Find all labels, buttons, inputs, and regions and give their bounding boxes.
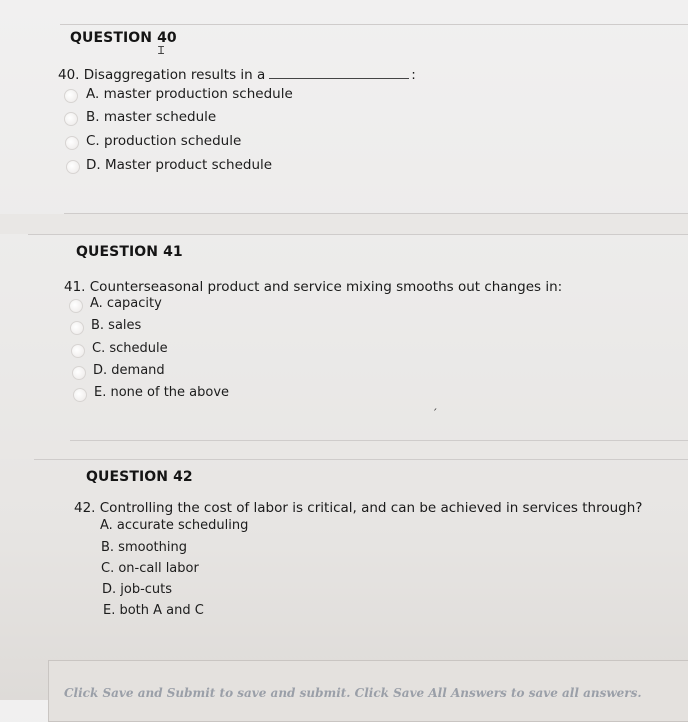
- question-40-prompt-text: 40. Disaggregation results in a: [58, 67, 266, 83]
- q41-option-b[interactable]: B. sales: [91, 318, 142, 333]
- pointer-mark-icon: ˏ: [432, 398, 438, 411]
- q41-option-a[interactable]: A. capacity: [90, 296, 162, 311]
- q40-option-b[interactable]: B. master schedule: [86, 109, 217, 125]
- question-40-title: QUESTION 40: [70, 30, 177, 46]
- question-41-title: QUESTION 41: [76, 244, 183, 260]
- answer-blank: [269, 66, 409, 79]
- q42-option-e[interactable]: E. both A and C: [103, 603, 204, 618]
- top-divider: [60, 24, 688, 25]
- submit-instructions-text: Click Save and Submit to save and submit. Click Save All Answers to save all answers.: [64, 686, 642, 700]
- q41-option-e[interactable]: E. none of the above: [94, 385, 230, 400]
- divider-41-42-b: [34, 459, 688, 460]
- separator-band-1: [0, 214, 688, 234]
- q41-option-b-radio[interactable]: [70, 321, 84, 335]
- q42-option-b[interactable]: B. smoothing: [101, 540, 187, 555]
- q41-option-d[interactable]: D. demand: [93, 363, 165, 378]
- q42-option-a[interactable]: A. accurate scheduling: [100, 518, 249, 533]
- divider-40-41-b: [28, 234, 688, 235]
- q40-option-b-radio[interactable]: [64, 112, 78, 126]
- question-42-title: QUESTION 42: [86, 469, 193, 485]
- q40-option-d[interactable]: D. Master product schedule: [86, 157, 273, 173]
- question-42-prompt: 42. Controlling the cost of labor is critical, and can be achieved in services through?: [74, 500, 643, 516]
- q41-option-c[interactable]: C. schedule: [92, 341, 168, 356]
- q42-option-c[interactable]: C. on-call labor: [101, 561, 199, 576]
- question-40-prompt: [58, 66, 416, 83]
- q40-option-a-radio[interactable]: [64, 89, 78, 103]
- q41-option-e-radio[interactable]: [73, 388, 87, 402]
- q42-option-d[interactable]: D. job-cuts: [102, 582, 173, 597]
- separator-band-2: [0, 441, 688, 459]
- text-cursor-icon: Ɪ: [158, 44, 165, 57]
- q41-option-c-radio[interactable]: [71, 344, 85, 358]
- q40-option-c-radio[interactable]: [65, 136, 79, 150]
- q40-option-d-radio[interactable]: [66, 160, 80, 174]
- q40-option-a[interactable]: A. master production schedule: [86, 86, 293, 102]
- question-40-prompt-colon: :: [411, 67, 416, 83]
- question-41-prompt: 41. Counterseasonal product and service mixing smooths out changes in:: [64, 279, 563, 295]
- q40-option-c[interactable]: C. production schedule: [86, 133, 242, 149]
- q41-option-d-radio[interactable]: [72, 366, 86, 380]
- q41-option-a-radio[interactable]: [69, 299, 83, 313]
